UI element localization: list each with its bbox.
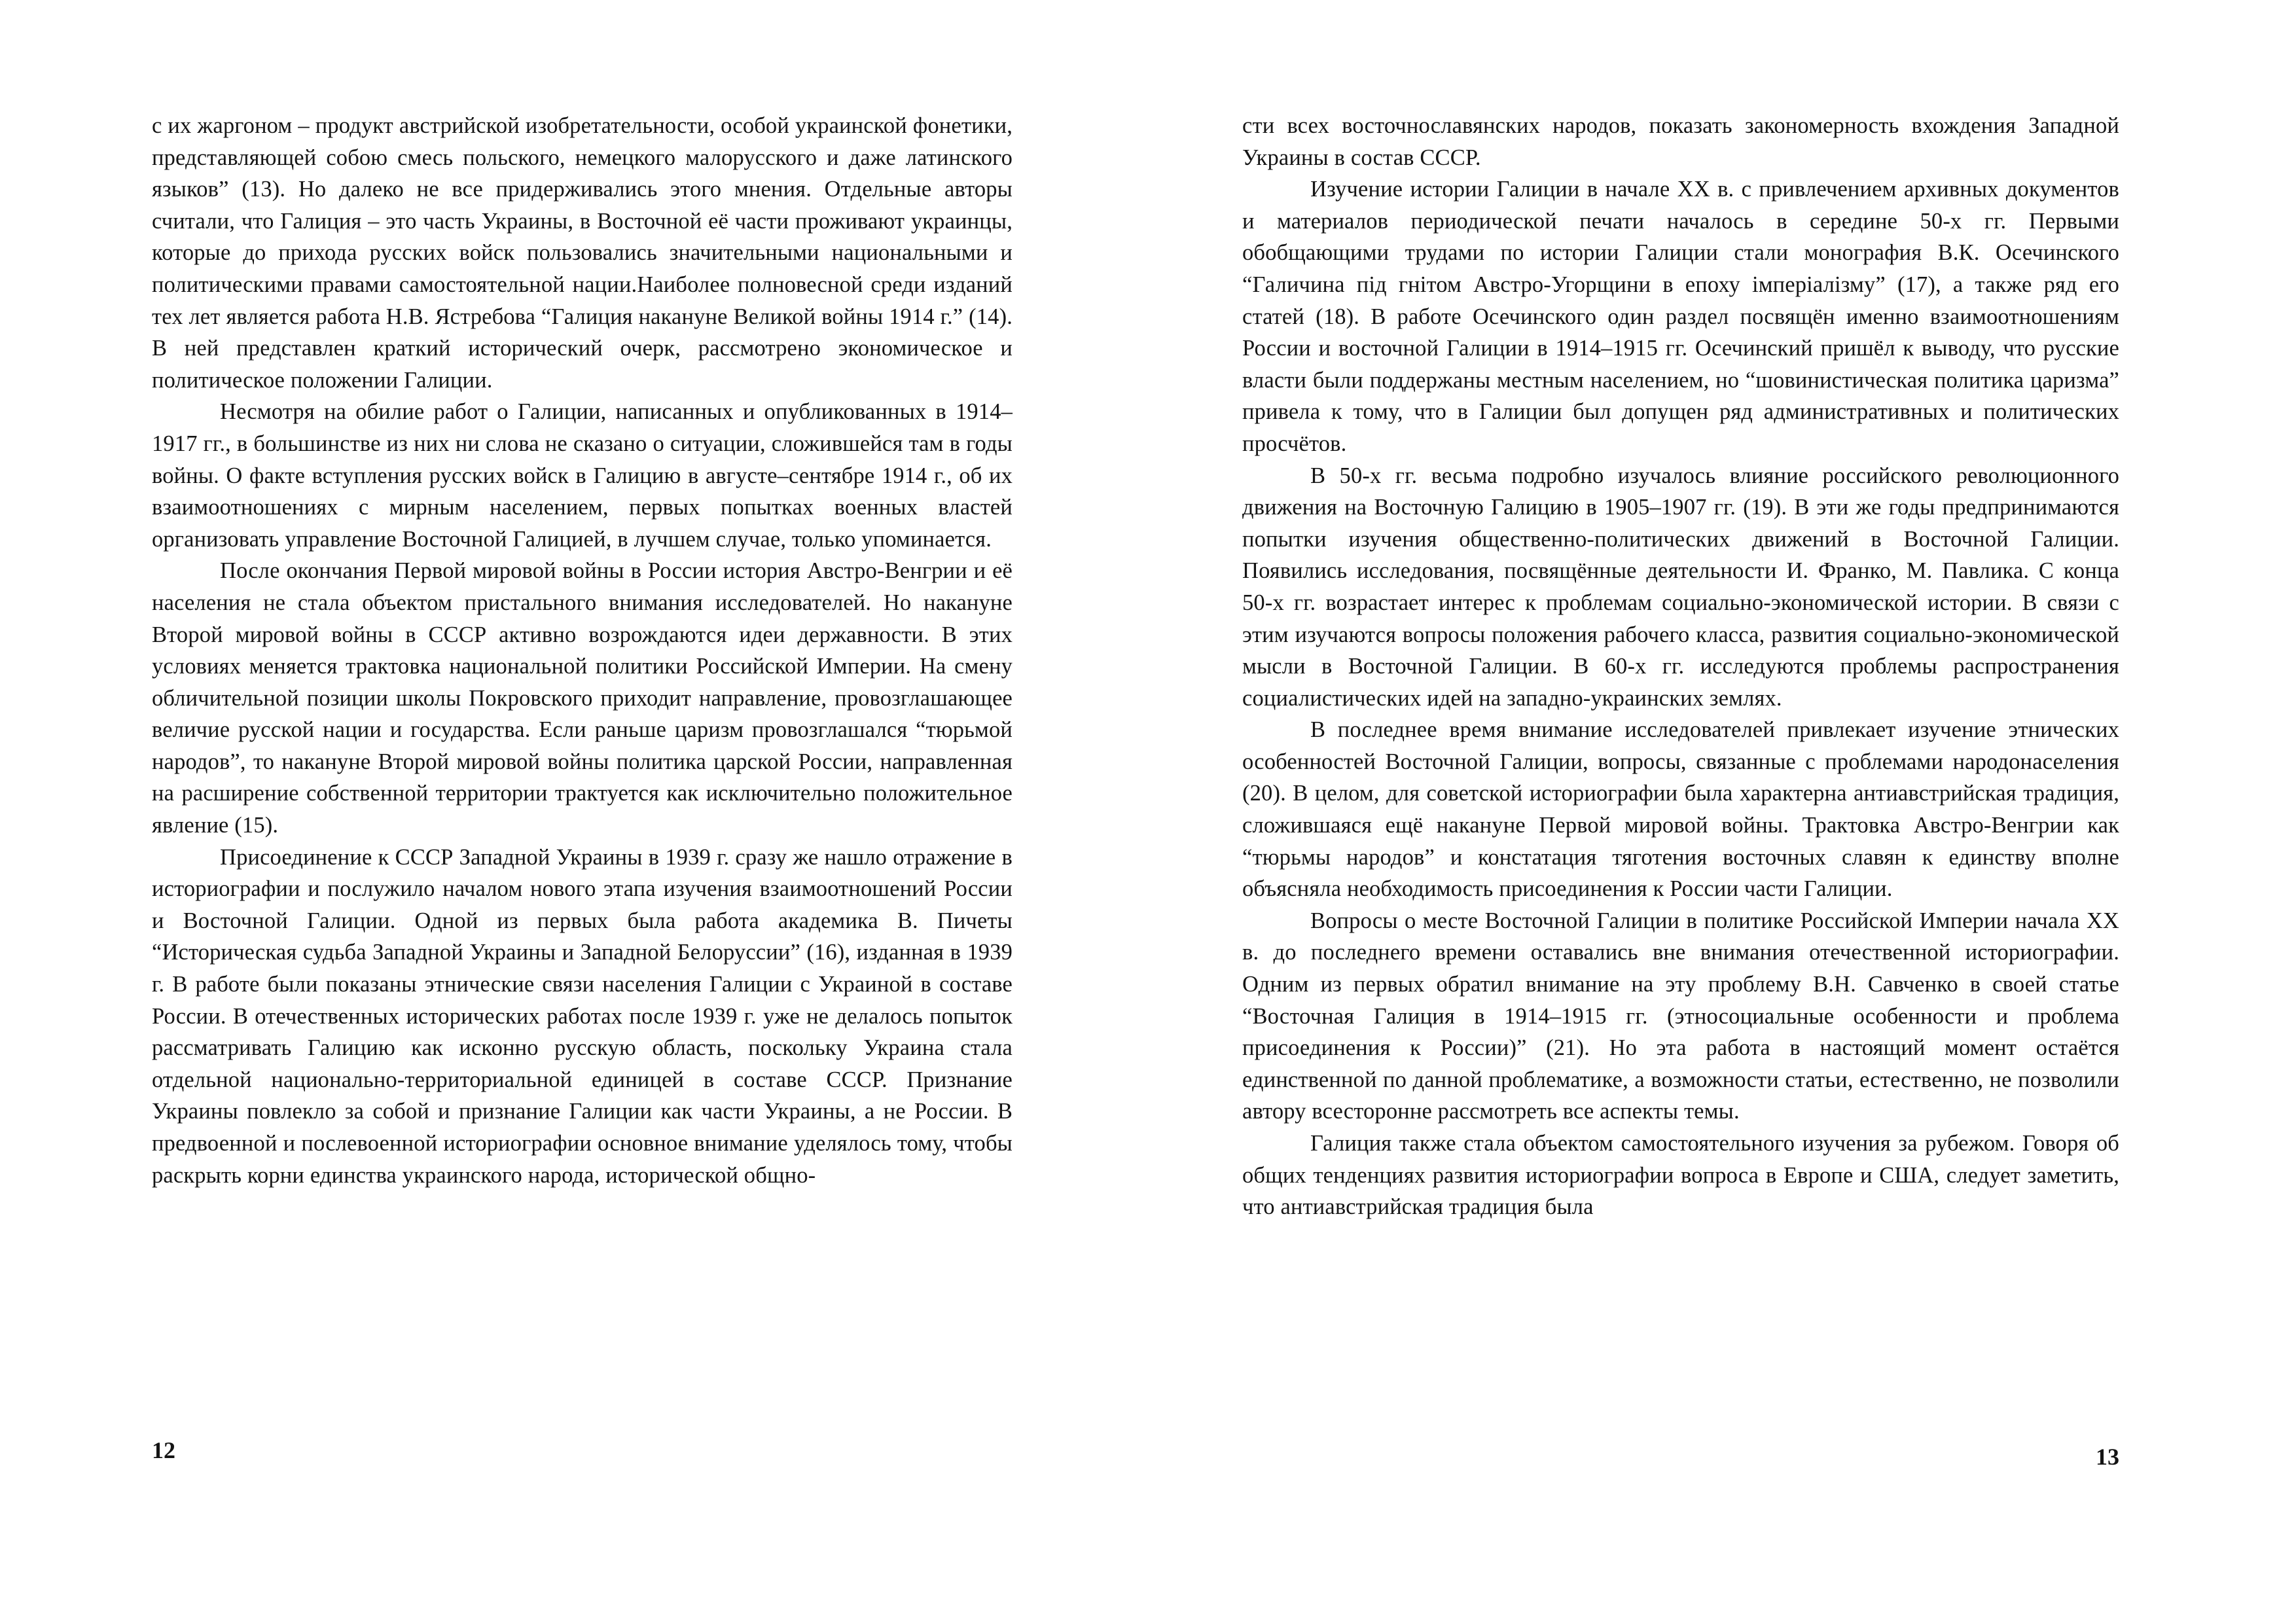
left-paragraph-2: Несмотря на обилие работ о Галиции, написанных и опубликованных в 1914–1917 гг., в большинстве из них ни слова не сказано о ситуации, сложившейся там в годы войны. О факте вступления русских войск в Галицию в августе–сентябре 1914 г., об их взаимоотношениях с мирным населением, первых попытках военных властей организовать управление Восточной Галицией, в лучшем случае, только упоминается. <box>152 399 1013 552</box>
right-page-number: 13 <box>2096 1444 2119 1470</box>
right-paragraph-6: Галиция также стала объектом самостоятельного изучения за рубежом. Говоря об общих тенденциях развития историографии вопроса в Европе и США, следует заметить, что антиавстрийская традиция была <box>1242 1131 2119 1220</box>
right-paragraph-1: сти всех восточнославянских народов, показать закономерность вхождения Западной Украины в состав СССР. <box>1242 113 2119 170</box>
right-paragraph-2: Изучение истории Галиции в начале XX в. с привлечением архивных документов и материалов периодической печати началось в середине 50-х гг. Первыми обобщающими трудами по истории Галиции стали монография В.К. Осечинского “Галичина під гнітом Австро-Угорщини в епоху імперіалізму” (17), а также ряд его статей (18). В работе Осечинского один раздел посвящён именно взаимоотношениям России и восточной Галиции в 1914–1915 гг. Осечинский пришёл к выводу, что русские власти были поддержаны местным населением, но “шовинистическая политика царизма” привела к тому, что в Галиции был допущен ряд административных и политических просчётов. <box>1242 177 2119 456</box>
left-paragraph-3: После окончания Первой мировой войны в России история Австро-Венгрии и её населения не стала объектом пристального внимания исследователей. Но накануне Второй мировой войны в СССР активно возрождаются идеи державности. В этих условиях меняется трактовка национальной политики Российской Империи. На смену обличительной позиции школы Покровского приходит направление, провозглашающее величие русской нации и государства. Если раньше царизм провозглашался “тюрьмой народов”, то накануне Второй мировой войны политика царской России, направленная на расширение собственной территории трактуется как исключительно положительное явление (15). <box>152 558 1013 838</box>
left-paragraph-1: с их жаргоном – продукт австрийской изобретательности, особой украинской фонетики, представляющей собою смесь польского, немецкого малорусского и даже латинского языков” (13). Но далеко не все придерживались этого мнения. Отдельные авторы считали, что Галиция – это часть Украины, в Восточной её части проживают украинцы, которые до прихода русских войск пользовались значительными национальными и политическими правами самостоятельной нации.Наиболее полновесной среди изданий тех лет является работа Н.В. Ястребова “Галиция накануне Великой войны 1914 г.” (14). В ней представлен краткий исторический очерк, рассмотрено экономическое и политическое положении Галиции. <box>152 113 1013 393</box>
book-gutter <box>1148 0 1149 1623</box>
left-paragraph-4: Присоединение к СССР Западной Украины в 1939 г. сразу же нашло отражение в историографии и послужило началом нового этапа изучения взаимоотношений России и Восточной Галиции. Одной из первых была работа академика В. Пичеты “Историческая судьба Западной Украины и Западной Белоруссии” (16), изданная в 1939 г. В работе были показаны этнические связи населения Галиции с Украиной в составе России. В отечественных исторических работах после 1939 г. уже не делалось попыток рассматривать Галицию как исконно русскую область, поскольку Украина стала отдельной национально-территориальной единицей в составе СССР. Признание Украины повлекло за собой и признание Галиции как части Украины, а не России. В предвоенной и послевоенной историографии основное внимание уделялось тому, чтобы раскрыть корни единства украинского народа, исторической общно- <box>152 844 1013 1188</box>
left-page-number: 12 <box>152 1437 175 1463</box>
left-page-text <box>152 110 1013 1191</box>
right-paragraph-4: В последнее время внимание исследователей привлекает изучение этнических особенностей Восточной Галиции, вопросы, связанные с проблемами народонаселения (20). В целом, для советской историографии была характерна антиавстрийская традиция, сложившаяся ещё накануне Первой мировой войны. Трактовка Австро-Венгрии как “тюрьмы народов” и констатация тяготения восточных славян к единству вполне объясняла необходимость присоединения к России части Галиции. <box>1242 717 2119 902</box>
right-page <box>1242 0 2119 1623</box>
right-page-text <box>1242 110 2119 1223</box>
right-paragraph-3: В 50-х гг. весьма подробно изучалось влияние российского революционного движения на Восточную Галицию в 1905–1907 гг. (19). В эти же годы предпринимаются попытки изучения общественно-политических движений в Восточной Галиции. Появились исследования, посвящённые деятельности И. Франко, М. Павлика. С конца 50-х гг. возрастает интерес к проблемам социально-экономической истории. В связи с этим изучаются вопросы положения рабочего класса, развития социально-экономической мысли в Восточной Галиции. В 60-х гг. исследуются проблемы распространения социалистических идей на западно-украинских землях. <box>1242 463 2119 711</box>
right-paragraph-5: Вопросы о месте Восточной Галиции в политике Российской Империи начала XX в. до последнего времени оставались вне внимания отечественной историографии. Одним из первых обратил внимание на эту проблему В.Н. Савченко в своей статье “Восточная Галиция в 1914–1915 гг. (этносоциальные особенности и проблема присоединения к России)” (21). Но эта работа в настоящий момент остаётся единственной по данной проблематике, а возможности статьи, естественно, не позволили автору всесторонне рассмотреть все аспекты темы. <box>1242 908 2119 1124</box>
left-page <box>152 0 1013 1623</box>
